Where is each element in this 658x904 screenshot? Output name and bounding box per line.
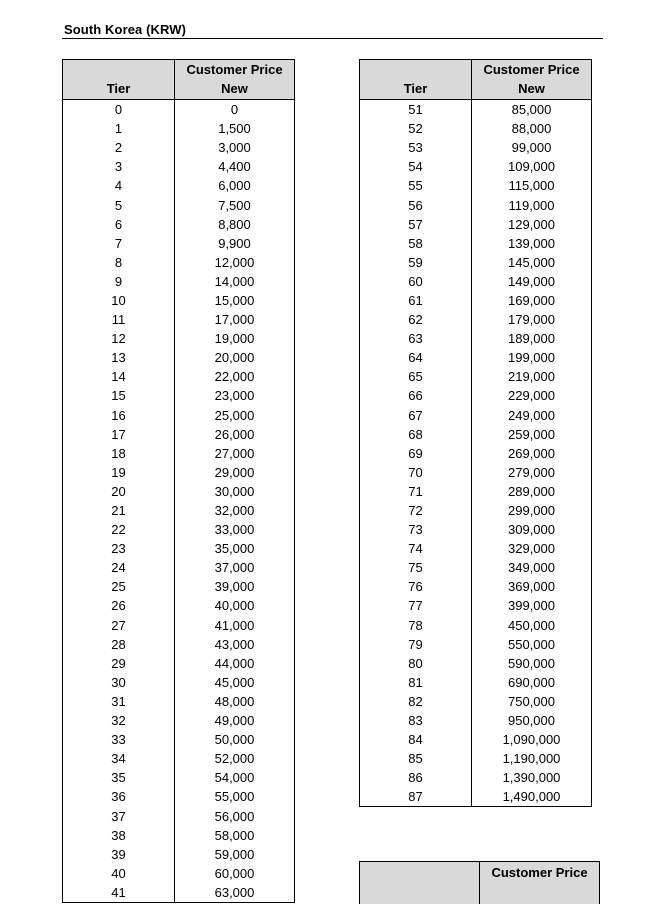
- price-cell: 259,000: [472, 425, 592, 444]
- table-row: [63, 291, 295, 310]
- table-row: [63, 176, 295, 195]
- tier-cell: 54: [360, 157, 472, 176]
- table-row: [63, 826, 295, 845]
- price-cell: 299,000: [472, 501, 592, 520]
- price-cell: 30,000: [175, 482, 295, 501]
- tier-column-header: [360, 862, 480, 904]
- table-row: [63, 616, 295, 635]
- table-row: [63, 367, 295, 386]
- tier-cell: 19: [63, 463, 175, 482]
- table-row: [360, 768, 592, 787]
- price-cell: 12,000: [175, 253, 295, 272]
- price-cell: 950,000: [472, 711, 592, 730]
- price-cell: 1,090,000: [472, 730, 592, 749]
- table-row: [63, 463, 295, 482]
- price-cell: 399,000: [472, 596, 592, 615]
- tier-cell: 20: [63, 482, 175, 501]
- price-cell: 14,000: [175, 272, 295, 291]
- tier-cell: 70: [360, 463, 472, 482]
- tier-cell: 28: [63, 635, 175, 654]
- table-row: [63, 845, 295, 864]
- table-row: [360, 539, 592, 558]
- tier-cell: 77: [360, 596, 472, 615]
- table-row: [63, 234, 295, 253]
- price-cell: 39,000: [175, 577, 295, 596]
- tier-cell: 9: [63, 272, 175, 291]
- tier-cell: 31: [63, 692, 175, 711]
- table-row: [360, 787, 592, 807]
- table-row: [360, 749, 592, 768]
- table-row: [63, 444, 295, 463]
- table-row: [63, 558, 295, 577]
- table-row: [63, 138, 295, 157]
- tier-cell: 63: [360, 329, 472, 348]
- table-row: [360, 558, 592, 577]
- table-row: [360, 215, 592, 234]
- table-row: [360, 157, 592, 176]
- table-row: [63, 864, 295, 883]
- customer-price-column-header: Customer Price New: [472, 60, 592, 100]
- price-cell: 63,000: [175, 883, 295, 903]
- tier-cell: 61: [360, 291, 472, 310]
- table-row: [63, 215, 295, 234]
- price-cell: 169,000: [472, 291, 592, 310]
- table-row: [63, 119, 295, 138]
- table-row: [63, 787, 295, 806]
- tier-cell: 29: [63, 654, 175, 673]
- tier-cell: 12: [63, 329, 175, 348]
- price-cell: 45,000: [175, 673, 295, 692]
- price-tier-table-next: [359, 861, 600, 904]
- table-row: [360, 711, 592, 730]
- table-row: [360, 482, 592, 501]
- tier-cell: 41: [63, 883, 175, 903]
- price-cell: 189,000: [472, 329, 592, 348]
- price-cell: 309,000: [472, 520, 592, 539]
- price-cell: 56,000: [175, 806, 295, 825]
- tier-cell: 18: [63, 444, 175, 463]
- price-cell: 279,000: [472, 463, 592, 482]
- price-cell: 35,000: [175, 539, 295, 558]
- table-row: [360, 291, 592, 310]
- price-cell: 17,000: [175, 310, 295, 329]
- table-row: [360, 616, 592, 635]
- price-cell: 4,400: [175, 157, 295, 176]
- table-row: [360, 348, 592, 367]
- customer-price-column-header: Customer Price New: [175, 60, 295, 100]
- price-cell: 40,000: [175, 596, 295, 615]
- price-tier-table-right: [359, 59, 592, 807]
- tier-cell: 68: [360, 425, 472, 444]
- tier-cell: 3: [63, 157, 175, 176]
- price-cell: 139,000: [472, 234, 592, 253]
- price-cell: 590,000: [472, 654, 592, 673]
- tier-column-header: Tier: [360, 60, 472, 100]
- table-row: [360, 176, 592, 195]
- tier-cell: 39: [63, 845, 175, 864]
- price-cell: 269,000: [472, 444, 592, 463]
- table-row: [63, 100, 295, 120]
- tier-cell: 66: [360, 386, 472, 405]
- table-row: [360, 692, 592, 711]
- price-cell: 9,900: [175, 234, 295, 253]
- price-cell: 27,000: [175, 444, 295, 463]
- price-cell: 88,000: [472, 119, 592, 138]
- tier-cell: 27: [63, 616, 175, 635]
- price-cell: 8,800: [175, 215, 295, 234]
- price-cell: 37,000: [175, 558, 295, 577]
- table-row: [63, 711, 295, 730]
- table-header-row: [63, 60, 295, 100]
- price-cell: 249,000: [472, 406, 592, 425]
- table-row: [360, 367, 592, 386]
- table-row: [360, 272, 592, 291]
- table-row: [360, 444, 592, 463]
- table-row: [360, 253, 592, 272]
- price-cell: 289,000: [472, 482, 592, 501]
- price-cell: 219,000: [472, 367, 592, 386]
- price-cell: 369,000: [472, 577, 592, 596]
- price-cell: 450,000: [472, 616, 592, 635]
- table-row: [63, 692, 295, 711]
- tier-cell: 83: [360, 711, 472, 730]
- price-cell: 43,000: [175, 635, 295, 654]
- tier-cell: 65: [360, 367, 472, 386]
- table-row: [63, 310, 295, 329]
- price-cell: 6,000: [175, 176, 295, 195]
- table-row: [360, 310, 592, 329]
- table-row: [360, 463, 592, 482]
- tier-cell: 10: [63, 291, 175, 310]
- table-row: [63, 883, 295, 903]
- price-cell: 41,000: [175, 616, 295, 635]
- tier-cell: 35: [63, 768, 175, 787]
- tier-cell: 14: [63, 367, 175, 386]
- tier-cell: 16: [63, 406, 175, 425]
- price-cell: 23,000: [175, 386, 295, 405]
- tier-cell: 56: [360, 195, 472, 214]
- table-row: [360, 654, 592, 673]
- price-cell: 329,000: [472, 539, 592, 558]
- table-row: [360, 501, 592, 520]
- tier-cell: 74: [360, 539, 472, 558]
- tier-cell: 1: [63, 119, 175, 138]
- table-row: [360, 406, 592, 425]
- table-row: [360, 673, 592, 692]
- tier-cell: 32: [63, 711, 175, 730]
- tier-cell: 76: [360, 577, 472, 596]
- table-row: [63, 425, 295, 444]
- tier-cell: 79: [360, 635, 472, 654]
- table-row: [63, 195, 295, 214]
- table-row: [360, 195, 592, 214]
- table-row: [63, 596, 295, 615]
- price-cell: 59,000: [175, 845, 295, 864]
- tier-cell: 85: [360, 749, 472, 768]
- tier-cell: 40: [63, 864, 175, 883]
- tier-cell: 0: [63, 100, 175, 120]
- price-cell: 145,000: [472, 253, 592, 272]
- tier-cell: 80: [360, 654, 472, 673]
- title-underline: [62, 38, 603, 39]
- tier-cell: 36: [63, 787, 175, 806]
- price-cell: 109,000: [472, 157, 592, 176]
- price-cell: 20,000: [175, 348, 295, 367]
- tier-cell: 57: [360, 215, 472, 234]
- table-row: [63, 348, 295, 367]
- price-cell: 550,000: [472, 635, 592, 654]
- tier-cell: 71: [360, 482, 472, 501]
- tier-cell: 6: [63, 215, 175, 234]
- price-cell: 48,000: [175, 692, 295, 711]
- table-header-row: [360, 60, 592, 100]
- tier-cell: 62: [360, 310, 472, 329]
- tier-cell: 2: [63, 138, 175, 157]
- table-row: [63, 749, 295, 768]
- price-cell: 149,000: [472, 272, 592, 291]
- price-cell: 52,000: [175, 749, 295, 768]
- table-row: [360, 386, 592, 405]
- price-cell: 58,000: [175, 826, 295, 845]
- tier-cell: 73: [360, 520, 472, 539]
- price-cell: 19,000: [175, 329, 295, 348]
- tier-cell: 13: [63, 348, 175, 367]
- tier-cell: 67: [360, 406, 472, 425]
- table-row: [63, 501, 295, 520]
- price-cell: 690,000: [472, 673, 592, 692]
- tier-cell: 86: [360, 768, 472, 787]
- tier-cell: 34: [63, 749, 175, 768]
- price-cell: 26,000: [175, 425, 295, 444]
- tier-cell: 21: [63, 501, 175, 520]
- table-row: [360, 520, 592, 539]
- tier-cell: 30: [63, 673, 175, 692]
- table-row: [360, 138, 592, 157]
- price-cell: 1,490,000: [472, 787, 592, 807]
- tier-cell: 81: [360, 673, 472, 692]
- tier-cell: 75: [360, 558, 472, 577]
- price-cell: 49,000: [175, 711, 295, 730]
- tier-cell: 59: [360, 253, 472, 272]
- tier-cell: 55: [360, 176, 472, 195]
- table-row: [63, 253, 295, 272]
- price-cell: 50,000: [175, 730, 295, 749]
- table-row: [63, 768, 295, 787]
- table-row: [360, 119, 592, 138]
- table-row: [63, 272, 295, 291]
- price-cell: 55,000: [175, 787, 295, 806]
- table-row: [63, 635, 295, 654]
- tier-cell: 26: [63, 596, 175, 615]
- table-row: [63, 406, 295, 425]
- table-row: [63, 654, 295, 673]
- table-row: [63, 482, 295, 501]
- table-header-row: [360, 862, 600, 904]
- tier-cell: 33: [63, 730, 175, 749]
- price-cell: 199,000: [472, 348, 592, 367]
- table-row: [360, 234, 592, 253]
- price-cell: 15,000: [175, 291, 295, 310]
- price-tier-table-left: [62, 59, 295, 903]
- table-row: [360, 635, 592, 654]
- tier-cell: 15: [63, 386, 175, 405]
- price-cell: 54,000: [175, 768, 295, 787]
- price-cell: 229,000: [472, 386, 592, 405]
- price-cell: 33,000: [175, 520, 295, 539]
- price-cell: 1,500: [175, 119, 295, 138]
- tier-cell: 17: [63, 425, 175, 444]
- price-cell: 750,000: [472, 692, 592, 711]
- table-row: [63, 539, 295, 558]
- price-cell: 99,000: [472, 138, 592, 157]
- tier-cell: 4: [63, 176, 175, 195]
- table-row: [63, 673, 295, 692]
- price-cell: 3,000: [175, 138, 295, 157]
- table-row: [63, 806, 295, 825]
- price-cell: 29,000: [175, 463, 295, 482]
- price-cell: 0: [175, 100, 295, 120]
- price-cell: 1,190,000: [472, 749, 592, 768]
- price-cell: 60,000: [175, 864, 295, 883]
- tier-cell: 58: [360, 234, 472, 253]
- tier-cell: 25: [63, 577, 175, 596]
- table-row: [63, 577, 295, 596]
- tier-cell: 38: [63, 826, 175, 845]
- price-cell: 7,500: [175, 195, 295, 214]
- tier-cell: 87: [360, 787, 472, 807]
- table-row: [360, 596, 592, 615]
- tier-cell: 51: [360, 100, 472, 120]
- price-cell: 115,000: [472, 176, 592, 195]
- price-cell: 25,000: [175, 406, 295, 425]
- price-cell: 85,000: [472, 100, 592, 120]
- price-cell: 349,000: [472, 558, 592, 577]
- tier-cell: 72: [360, 501, 472, 520]
- tier-cell: 60: [360, 272, 472, 291]
- tier-cell: 5: [63, 195, 175, 214]
- table-row: [63, 730, 295, 749]
- price-cell: 22,000: [175, 367, 295, 386]
- tier-cell: 37: [63, 806, 175, 825]
- price-cell: 119,000: [472, 195, 592, 214]
- table-row: [63, 157, 295, 176]
- customer-price-column-header: Customer Price: [480, 862, 600, 904]
- tier-column-header: Tier: [63, 60, 175, 100]
- tier-cell: 64: [360, 348, 472, 367]
- tier-cell: 11: [63, 310, 175, 329]
- tier-cell: 82: [360, 692, 472, 711]
- tier-cell: 8: [63, 253, 175, 272]
- price-cell: 1,390,000: [472, 768, 592, 787]
- table-row: [360, 425, 592, 444]
- tier-cell: 22: [63, 520, 175, 539]
- tier-cell: 84: [360, 730, 472, 749]
- table-row: [63, 386, 295, 405]
- price-cell: 32,000: [175, 501, 295, 520]
- table-row: [63, 329, 295, 348]
- price-cell: 129,000: [472, 215, 592, 234]
- tier-cell: 78: [360, 616, 472, 635]
- table-row: [360, 100, 592, 120]
- tier-cell: 53: [360, 138, 472, 157]
- table-row: [360, 730, 592, 749]
- table-row: [63, 520, 295, 539]
- table-row: [360, 329, 592, 348]
- tier-cell: 24: [63, 558, 175, 577]
- tier-cell: 52: [360, 119, 472, 138]
- price-cell: 179,000: [472, 310, 592, 329]
- tier-cell: 23: [63, 539, 175, 558]
- table-row: [360, 577, 592, 596]
- page-title: South Korea (KRW): [64, 22, 186, 37]
- tier-cell: 69: [360, 444, 472, 463]
- tier-cell: 7: [63, 234, 175, 253]
- price-cell: 44,000: [175, 654, 295, 673]
